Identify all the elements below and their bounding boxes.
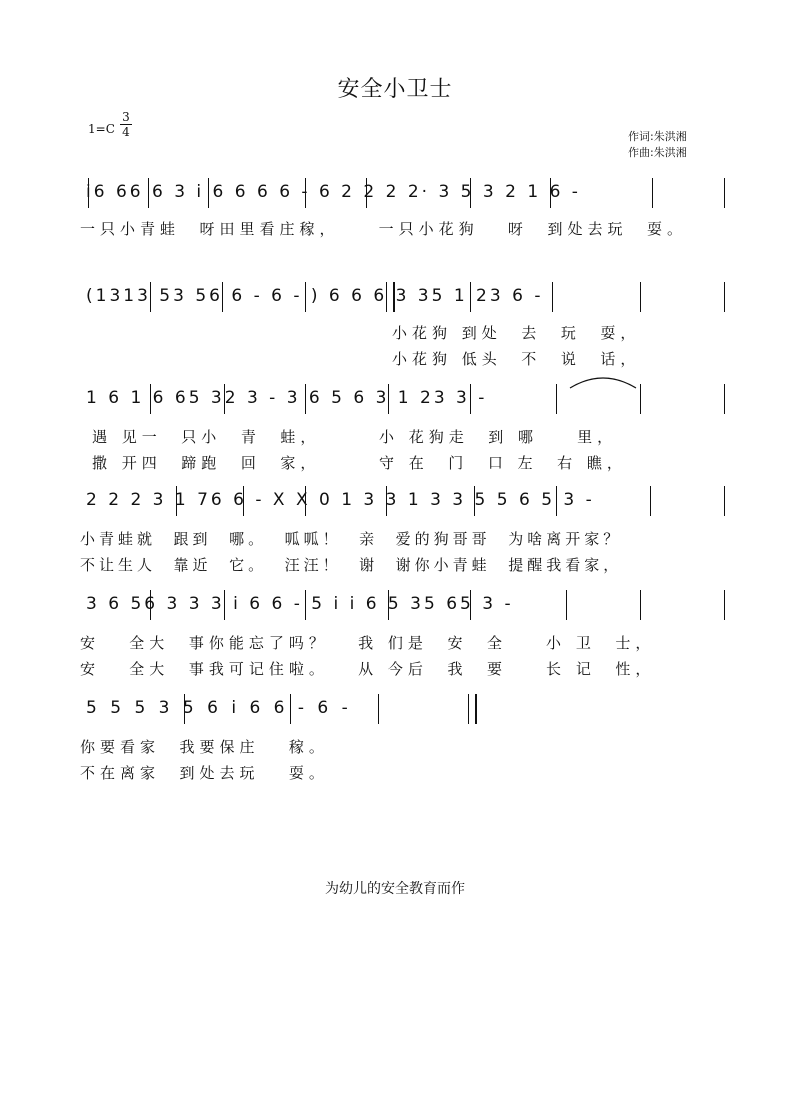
- barline: [224, 384, 225, 414]
- barline: [640, 590, 641, 620]
- lyrics-line-4-verse-1: 小青蛙就 跟到 哪。 呱呱！ 亲 爱的狗哥哥 为啥离开家？: [80, 530, 623, 548]
- barline: [724, 486, 725, 516]
- barline: [640, 282, 641, 312]
- barline: [224, 590, 225, 620]
- time-numerator: 3: [122, 110, 130, 124]
- barline: [150, 384, 151, 414]
- barline: [556, 486, 557, 516]
- barline: [305, 486, 306, 516]
- slur-arc: [568, 374, 638, 390]
- song-title: 安全小卫士: [337, 77, 453, 102]
- barline: [640, 384, 641, 414]
- staff-line-4: [86, 490, 595, 518]
- notation-line-6: 5 5 5 3 5 6 i 6 6 - 6 -: [86, 698, 352, 718]
- barline: [386, 486, 387, 516]
- staff-line-3: [86, 388, 487, 416]
- lyrics-line-2-verse-2: 小花狗 低头 不 说 话，: [392, 350, 641, 368]
- barline: [208, 178, 209, 208]
- lyrics-line-5-verse-2: 安 全大 事我可记住啦。 从 今后 我 要 长 记 性，: [80, 660, 656, 678]
- repeat-end-barline: [468, 694, 477, 724]
- lyrics-line-5-verse-1: 安 全大 事你能忘了吗？ 我 们是 安 全 小 卫 士，: [80, 634, 656, 652]
- lyricist-credit: 作词:朱洪湘: [628, 130, 687, 143]
- barline: [176, 486, 177, 516]
- barline: [305, 590, 306, 620]
- barline: [148, 178, 149, 208]
- barline: [88, 178, 89, 208]
- barline: [470, 178, 471, 208]
- notation-line-2: (1313 53 56 6 - 6 - ) 6 6 6 3 35 1 23 6 -: [86, 286, 544, 306]
- lyrics-line-2-verse-1: 小花狗 到处 去 玩 耍，: [392, 324, 641, 342]
- barline: [305, 282, 306, 312]
- staff-line-1: [86, 182, 726, 210]
- lyrics-line-4-verse-2: 不让生人 靠近 它。 汪汪！ 谢 谢你小青蛙 提醒我看家，: [80, 556, 623, 574]
- barline: [724, 590, 725, 620]
- lyrics-line-3-verse-2: 撒 开四 蹄跑 回 家， 守 在 门 口 左 右 瞧，: [92, 454, 627, 472]
- barline: [290, 694, 291, 724]
- footnote: 为幼儿的安全教育而作: [325, 881, 465, 897]
- barline: [550, 178, 551, 208]
- barline: [470, 384, 471, 414]
- barline: [566, 590, 567, 620]
- barline: [305, 178, 306, 208]
- barline: [724, 282, 725, 312]
- barline: [378, 694, 379, 724]
- barline: [556, 384, 557, 414]
- barline: [243, 486, 244, 516]
- staff-line-2: [86, 286, 543, 314]
- lyrics-line-6-verse-1: 你要看家 我要保庄 稼。: [80, 738, 329, 756]
- barline: [552, 282, 553, 312]
- notation-line-4: 2 2 2 3 1 76 6 - X X 0 1 3 3 1 3 3 5 5 6 5 3 -: [86, 490, 595, 510]
- barline: [724, 384, 725, 414]
- barline: [474, 486, 475, 516]
- barline: [366, 178, 367, 208]
- lyrics-line-1: 一只小青蛙 呀田里看庄稼， 一只小花狗 呀 到处去玩 耍。: [80, 220, 687, 238]
- barline: [184, 694, 185, 724]
- barline: [150, 590, 151, 620]
- notation-line-5: 3 6 56 3 3 3 i 6 6 - 5 i i 6 5 35 65 3 -: [86, 594, 514, 614]
- barline: [470, 590, 471, 620]
- barline: [388, 384, 389, 414]
- notation-line-1: i6 66 6 3 i 6 6 6 6 - 6 2 2 2 2· 3 5 3 2 1 6 -: [86, 182, 581, 202]
- composer-credit: 作曲:朱洪湘: [628, 146, 687, 159]
- barline: [388, 590, 389, 620]
- staff-line-6: [86, 698, 352, 726]
- barline: [150, 282, 151, 312]
- time-signature: [120, 110, 132, 139]
- key-signature: 1=C: [88, 122, 115, 136]
- notation-line-3: 1 6 1 6 65 32 3 - 3 6 5 6 3 1 23 3 -: [86, 388, 488, 408]
- lyrics-line-6-verse-2: 不在离家 到处去玩 耍。: [80, 764, 329, 782]
- barline: [470, 282, 471, 312]
- barline: [652, 178, 653, 208]
- barline: [305, 384, 306, 414]
- barline: [650, 486, 651, 516]
- repeat-start-barline: [386, 282, 395, 312]
- time-denominator: 4: [120, 124, 132, 139]
- barline: [222, 282, 223, 312]
- lyrics-line-3-verse-1: 遇 见一 只小 青 蛙， 小 花狗走 到 哪 里，: [92, 428, 618, 446]
- barline: [724, 178, 725, 208]
